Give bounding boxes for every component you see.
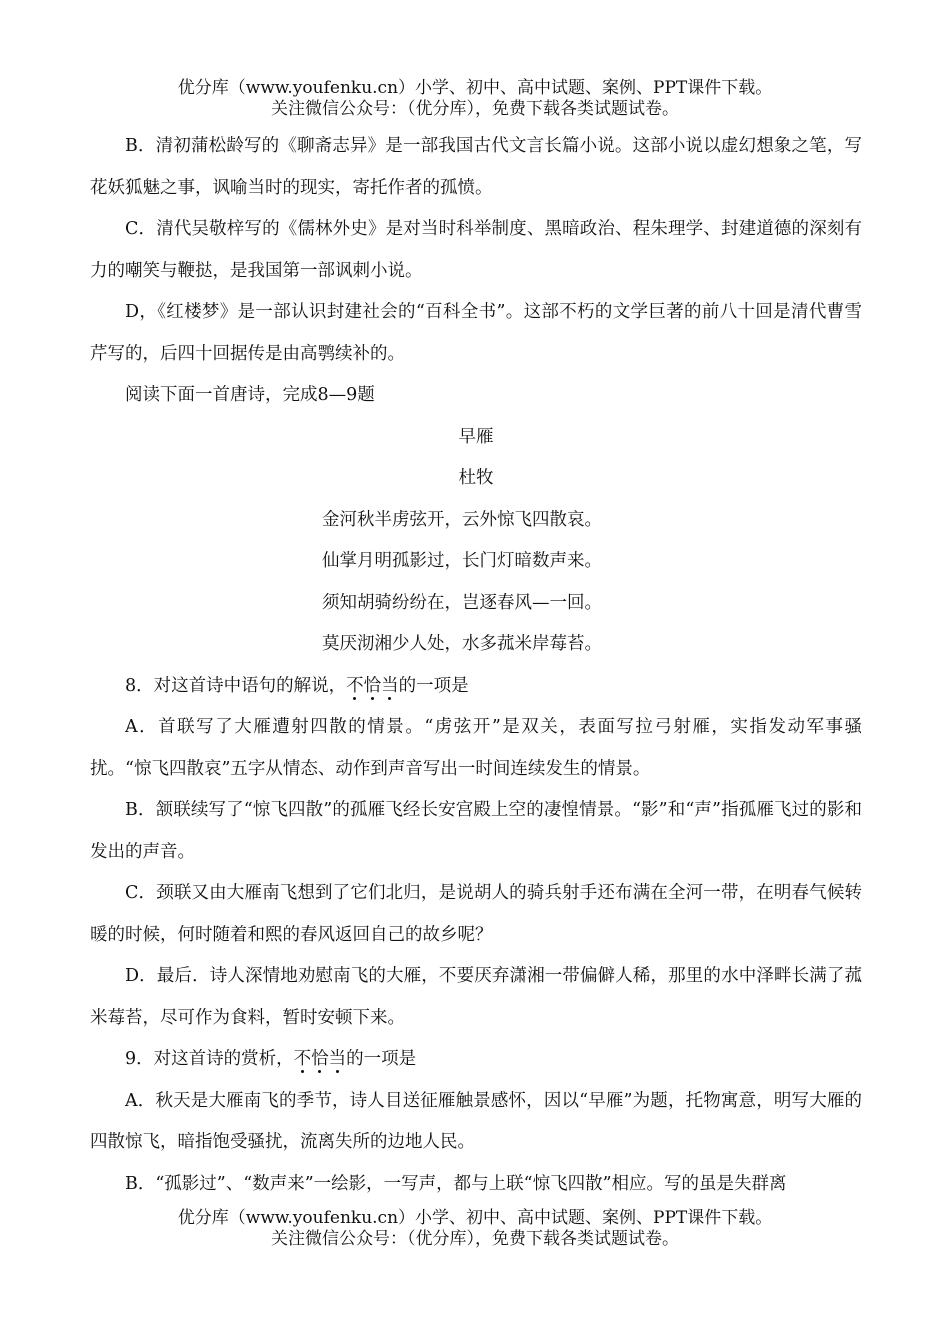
option-7c: C．清代吴敬梓写的《儒林外史》是对当时科举制度、黑暗政治、程朱理学、封建道德的深刻有力的嘲笑与鞭挞，是我国第一部讽刺小说。 <box>90 219 862 281</box>
emphasis-char: 不 <box>346 675 364 696</box>
option-8c: C．颈联又由大雁南飞想到了它们北归，是说胡人的骑兵射手还布满在全河一带，在明春气候转暖的时候，何时随着和熙的春风返回自己的故乡呢？ <box>90 883 862 945</box>
emphasis-char: 当 <box>328 1049 347 1069</box>
option-7d: D，《红楼梦》是一部认识封建社会的“百科全书”。这部不朽的文学巨著的前八十回是清代曹雪芹写的，后四十回据传是由高鹗续补的。 <box>90 302 862 364</box>
option-8b: B．颔联续写了“惊飞四散”的孤雁飞经长安宫殿上空的凄惶情景。“影”和“声”指孤雁飞过的影和发出的声音。 <box>90 800 862 862</box>
question-8-suffix: 的一项是 <box>398 675 469 696</box>
poem-line-1: 金河秋半虏弦开，云外惊飞四散哀。 <box>322 509 602 530</box>
poem-line-4: 莫厌沏湘少人处，水多菰米岸莓苔。 <box>322 634 602 654</box>
document-body <box>90 126 862 1205</box>
emphasis-char: 恰 <box>311 1049 329 1069</box>
poem-line-2: 仙掌月明孤影过，长门灯暗数声来。 <box>322 551 602 571</box>
poem-title: 早雁 <box>458 426 494 447</box>
poem-line-3: 须知胡骑纷纷在，岂逐春风—一回。 <box>322 592 602 613</box>
reading-instruction: 阅读下面一首唐诗，完成8—9题 <box>125 385 375 405</box>
option-8a: A．首联写了大雁遭射四散的情景。“虏弦开”是双关，表面写拉弓射雁，实指发动军事骚扰。“惊飞四散哀”五字从情态、动作到声音写出一时间连续发生的情景。 <box>90 717 862 779</box>
emphasis-char: 不 <box>293 1049 312 1069</box>
option-8d: D．最后．诗人深情地劝慰南飞的大雁，不要厌弃潇湘一带偏僻人稀，那里的水中泽畔长满了菰米莓苔，尽可作为食料，暂时安顿下来。 <box>90 966 862 1028</box>
header-line-1: 优分库（www.youfenku.cn）小学、初中、高中试题、案例、PPT课件下载。 <box>177 78 773 98</box>
question-9-suffix: 的一项是 <box>346 1049 417 1069</box>
question-8-prefix: 8．对这首诗中语句的解说， <box>125 675 347 696</box>
poem <box>90 417 862 666</box>
footer-line-2: 关注微信公众号：（优分库），免费下载各类试题试卷。 <box>271 1229 679 1249</box>
option-9b: B．“孤影过”、“数声来”一绘影，一写声，都与上联“惊飞四散”相应。写的虽是失群离 <box>125 1173 787 1194</box>
option-9a: A．秋天是大雁南飞的季节，诗人目送征雁触景感怀，因以“早雁”为题，托物寓意，明写大雁的四散惊飞，暗指饱受骚扰，流离失所的边地人民。 <box>90 1090 862 1152</box>
question-9-stem <box>90 1039 862 1081</box>
question-8-stem <box>90 666 862 708</box>
header-line-2: 关注微信公众号：（优分库），免费下载各类试题试卷。 <box>271 99 679 119</box>
poem-author: 杜牧 <box>458 468 494 488</box>
emphasis-char: 恰 <box>363 675 382 696</box>
footer-line-1: 优分库（www.youfenku.cn）小学、初中、高中试题、案例、PPT课件下载。 <box>177 1208 773 1228</box>
page-header <box>0 78 950 120</box>
question-9-prefix: 9．对这首诗的赏析， <box>125 1049 294 1069</box>
option-7b: B．清初蒲松龄写的《聊斋志异》是一部我国古代文言长篇小说。这部小说以虚幻想象之笔，写花妖狐魅之事，讽喻当时的现实，寄托作者的孤愤。 <box>90 136 862 198</box>
emphasis-char: 当 <box>381 675 399 696</box>
page-footer <box>0 1208 950 1250</box>
